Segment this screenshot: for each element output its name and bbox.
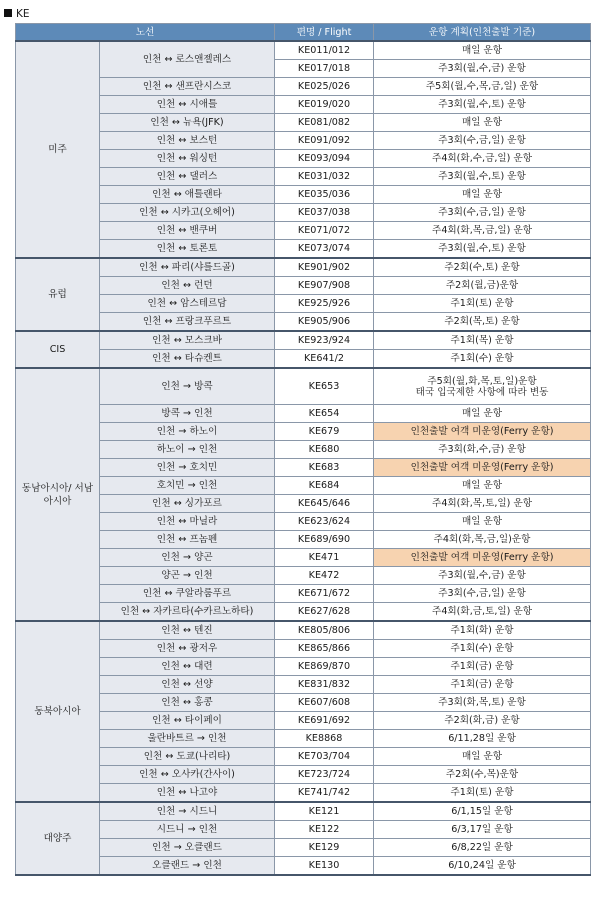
table-row — [16, 277, 591, 295]
table-row — [16, 495, 591, 513]
route-cell: 하노이 → 인천 — [100, 441, 275, 459]
flight-cell: KE011/012 — [275, 41, 374, 60]
plan-cell: 인천출발 여객 미운영(Ferry 운항) — [374, 549, 591, 567]
route-cell: 인천 ↔ 타슈켄트 — [100, 350, 275, 369]
flight-cell: KE093/094 — [275, 150, 374, 168]
plan-cell: 주5회(월,수,목,금,일) 운항 — [374, 78, 591, 96]
route-cell: 인천 ↔ 파리(샤를드골) — [100, 258, 275, 277]
plan-cell: 주3회(수,금,일) 운항 — [374, 585, 591, 603]
plan-cell: 주4회(화,목,금,일) 운항 — [374, 222, 591, 240]
route-cell: 시드니 → 인천 — [100, 821, 275, 839]
flight-cell: KE623/624 — [275, 513, 374, 531]
route-cell: 방콕 → 인천 — [100, 405, 275, 423]
flight-cell: KE905/906 — [275, 313, 374, 332]
plan-cell: 6/1,15일 운항 — [374, 802, 591, 821]
table-row — [16, 567, 591, 585]
flight-cell: KE121 — [275, 802, 374, 821]
table-row — [16, 350, 591, 369]
table-row — [16, 603, 591, 622]
plan-cell — [374, 368, 591, 405]
route-cell: 인천 ↔ 토론토 — [100, 240, 275, 259]
flight-cell: KE684 — [275, 477, 374, 495]
region-cell: 유럽 — [16, 258, 100, 331]
flight-cell: KE025/026 — [275, 78, 374, 96]
route-cell: 울란바트르 → 인천 — [100, 730, 275, 748]
route-cell: 인천 → 오클랜드 — [100, 839, 275, 857]
route-cell: 인천 → 시드니 — [100, 802, 275, 821]
region-cell: 대양주 — [16, 802, 100, 875]
flight-cell: KE645/646 — [275, 495, 374, 513]
table-row — [16, 168, 591, 186]
plan-cell: 주1회(화) 운항 — [374, 621, 591, 640]
flight-cell: KE703/704 — [275, 748, 374, 766]
flight-cell: KE741/742 — [275, 784, 374, 803]
flight-cell: KE683 — [275, 459, 374, 477]
route-cell: 인천 ↔ 애틀랜타 — [100, 186, 275, 204]
plan-cell: 매일 운항 — [374, 186, 591, 204]
table-row — [16, 222, 591, 240]
plan-cell: 주1회(금) 운항 — [374, 676, 591, 694]
route-cell: 인천 ↔ 프랑크푸르트 — [100, 313, 275, 332]
flight-cell: KE925/926 — [275, 295, 374, 313]
table-row — [16, 531, 591, 549]
table-row — [16, 459, 591, 477]
plan-cell: 주3회(화,수,금) 운항 — [374, 441, 591, 459]
plan-cell: 매일 운항 — [374, 748, 591, 766]
plan-cell: 주3회(월,수,토) 운항 — [374, 240, 591, 259]
section-title-text: KE — [16, 8, 30, 20]
table-row — [16, 839, 591, 857]
table-row — [16, 676, 591, 694]
table-row — [16, 295, 591, 313]
flight-cell: KE654 — [275, 405, 374, 423]
table-row — [16, 441, 591, 459]
table-row — [16, 658, 591, 676]
route-cell: 인천 ↔ 밴쿠버 — [100, 222, 275, 240]
flight-cell: KE865/866 — [275, 640, 374, 658]
route-cell: 인천 ↔ 선양 — [100, 676, 275, 694]
plan-cell: 주3회(화,목,토) 운항 — [374, 694, 591, 712]
route-cell: 인천 ↔ 시카고(오헤어) — [100, 204, 275, 222]
table-row — [16, 821, 591, 839]
table-row — [16, 132, 591, 150]
route-cell: 인천 ↔ 프놈펜 — [100, 531, 275, 549]
route-cell: 인천 ↔ 샌프란시스코 — [100, 78, 275, 96]
route-cell: 인천 → 호치민 — [100, 459, 275, 477]
flight-cell: KE071/072 — [275, 222, 374, 240]
flight-cell: KE122 — [275, 821, 374, 839]
section-title — [4, 6, 30, 22]
plan-cell: 주4회(화,목,금,일)운항 — [374, 531, 591, 549]
table-row — [16, 96, 591, 114]
flight-cell: KE035/036 — [275, 186, 374, 204]
plan-cell: 주2회(월,금)운항 — [374, 277, 591, 295]
route-cell: 인천 ↔ 시애틀 — [100, 96, 275, 114]
table-row — [16, 513, 591, 531]
route-cell: 인천 ↔ 광저우 — [100, 640, 275, 658]
plan-cell: 주1회(토) 운항 — [374, 295, 591, 313]
flight-cell: KE031/032 — [275, 168, 374, 186]
route-cell: 인천 ↔ 오사카(간사이) — [100, 766, 275, 784]
table-row — [16, 730, 591, 748]
plan-cell: 주4회(화,수,금,일) 운항 — [374, 150, 591, 168]
flight-cell: KE8868 — [275, 730, 374, 748]
flight-cell: KE907/908 — [275, 277, 374, 295]
table-row — [16, 368, 591, 405]
route-cell: 인천 ↔ 텐진 — [100, 621, 275, 640]
route-cell: 인천 ↔ 로스앤젤레스 — [100, 41, 275, 78]
route-cell: 인천 ↔ 워싱턴 — [100, 150, 275, 168]
flight-cell: KE037/038 — [275, 204, 374, 222]
plan-cell: 주2회(수,목)운항 — [374, 766, 591, 784]
plan-cell: 6/11,28일 운항 — [374, 730, 591, 748]
route-cell: 인천 ↔ 자카르타(수카르노하타) — [100, 603, 275, 622]
route-cell: 인천 ↔ 댈러스 — [100, 168, 275, 186]
flight-cell: KE805/806 — [275, 621, 374, 640]
flight-cell: KE679 — [275, 423, 374, 441]
flight-cell: KE607/608 — [275, 694, 374, 712]
table-row — [16, 585, 591, 603]
flight-cell: KE901/902 — [275, 258, 374, 277]
table-row — [16, 313, 591, 332]
region-cell: 미주 — [16, 41, 100, 258]
flight-cell: KE091/092 — [275, 132, 374, 150]
route-cell: 인천 ↔ 대련 — [100, 658, 275, 676]
plan-cell: 6/10,24일 운항 — [374, 857, 591, 876]
table-row — [16, 405, 591, 423]
table-row — [16, 423, 591, 441]
plan-cell: 매일 운항 — [374, 405, 591, 423]
route-cell: 인천 ↔ 홍콩 — [100, 694, 275, 712]
plan-cell: 주3회(수,금,일) 운항 — [374, 132, 591, 150]
flight-cell: KE923/924 — [275, 331, 374, 350]
region-cell: 동북아시아 — [16, 621, 100, 802]
route-cell: 인천 ↔ 타이페이 — [100, 712, 275, 730]
flight-cell: KE081/082 — [275, 114, 374, 132]
route-cell: 인천 → 방콕 — [100, 368, 275, 405]
header-plan: 운항 계획(인천출발 기준) — [374, 24, 591, 42]
flight-cell: KE129 — [275, 839, 374, 857]
table-row — [16, 477, 591, 495]
header-row — [16, 24, 591, 42]
plan-cell: 주2회(화,금) 운항 — [374, 712, 591, 730]
plan-cell: 주1회(수) 운항 — [374, 640, 591, 658]
route-cell: 호치민 → 인천 — [100, 477, 275, 495]
table-row — [16, 186, 591, 204]
square-bullet-icon — [4, 9, 12, 17]
table-row — [16, 621, 591, 640]
plan-note: 태국 입국제한 사항에 따라 변동 — [415, 386, 549, 398]
plan-cell: 주3회(월,수,금) 운항 — [374, 567, 591, 585]
plan-cell: 매일 운항 — [374, 477, 591, 495]
plan-cell: 주3회(수,금,일) 운항 — [374, 204, 591, 222]
route-cell: 인천 → 양곤 — [100, 549, 275, 567]
table-row — [16, 258, 591, 277]
plan-cell: 매일 운항 — [374, 513, 591, 531]
region-cell: 동남아시아/ 서남아시아 — [16, 368, 100, 621]
plan-cell: 인천출발 여객 미운영(Ferry 운항) — [374, 459, 591, 477]
plan-cell: 주1회(금) 운항 — [374, 658, 591, 676]
schedule-table — [15, 23, 591, 876]
flight-cell: KE641/2 — [275, 350, 374, 369]
flight-cell: KE471 — [275, 549, 374, 567]
flight-cell: KE680 — [275, 441, 374, 459]
flight-cell: KE653 — [275, 368, 374, 405]
route-cell: 양곤 → 인천 — [100, 567, 275, 585]
plan-cell: 주2회(목,토) 운항 — [374, 313, 591, 332]
route-cell: 인천 ↔ 보스턴 — [100, 132, 275, 150]
plan-cell: 매일 운항 — [374, 114, 591, 132]
route-cell: 인천 → 하노이 — [100, 423, 275, 441]
plan-cell: 주1회(목) 운항 — [374, 331, 591, 350]
flight-cell: KE130 — [275, 857, 374, 876]
route-cell: 인천 ↔ 마닐라 — [100, 513, 275, 531]
header-flight: 편명 / Flight — [275, 24, 374, 42]
table-row — [16, 748, 591, 766]
flight-cell: KE017/018 — [275, 60, 374, 78]
region-cell: CIS — [16, 331, 100, 368]
plan-cell: 주1회(토) 운항 — [374, 784, 591, 803]
table-row — [16, 640, 591, 658]
plan-cell: 주3회(월,수,토) 운항 — [374, 96, 591, 114]
flight-cell: KE723/724 — [275, 766, 374, 784]
plan-cell: 주3회(월,수,금) 운항 — [374, 60, 591, 78]
plan-cell: 주4회(화,목,토,일) 운항 — [374, 495, 591, 513]
flight-cell: KE472 — [275, 567, 374, 585]
route-cell: 인천 ↔ 싱가포르 — [100, 495, 275, 513]
plan-cell: 주2회(수,토) 운항 — [374, 258, 591, 277]
table-row — [16, 240, 591, 259]
flight-cell: KE019/020 — [275, 96, 374, 114]
table-row — [16, 41, 591, 60]
table-row — [16, 766, 591, 784]
route-cell: 인천 ↔ 나고야 — [100, 784, 275, 803]
table-row — [16, 784, 591, 803]
plan-cell: 매일 운항 — [374, 41, 591, 60]
table-row — [16, 857, 591, 876]
flight-cell: KE691/692 — [275, 712, 374, 730]
route-cell: 인천 ↔ 쿠알라룸푸르 — [100, 585, 275, 603]
flight-cell: KE073/074 — [275, 240, 374, 259]
plan-cell: 주1회(수) 운항 — [374, 350, 591, 369]
route-cell: 인천 ↔ 암스테르담 — [100, 295, 275, 313]
flight-cell: KE627/628 — [275, 603, 374, 622]
plan-cell: 주4회(화,금,토,일) 운항 — [374, 603, 591, 622]
table-row — [16, 331, 591, 350]
plan-cell: 인천출발 여객 미운영(Ferry 운항) — [374, 423, 591, 441]
table-row — [16, 549, 591, 567]
route-cell: 인천 ↔ 도쿄(나리타) — [100, 748, 275, 766]
route-cell: 인천 ↔ 모스크바 — [100, 331, 275, 350]
flight-cell: KE689/690 — [275, 531, 374, 549]
table-row — [16, 802, 591, 821]
table-row — [16, 78, 591, 96]
header-route: 노선 — [16, 24, 275, 42]
route-cell: 인천 ↔ 런던 — [100, 277, 275, 295]
flight-cell: KE671/672 — [275, 585, 374, 603]
flight-cell: KE869/870 — [275, 658, 374, 676]
flight-cell: KE831/832 — [275, 676, 374, 694]
route-cell: 인천 ↔ 뉴욕(JFK) — [100, 114, 275, 132]
plan-cell: 주3회(월,수,토) 운항 — [374, 168, 591, 186]
table-row — [16, 150, 591, 168]
table-row — [16, 114, 591, 132]
plan-cell: 6/8,22일 운항 — [374, 839, 591, 857]
schedule-body — [16, 41, 591, 875]
plan-cell: 6/3,17일 운항 — [374, 821, 591, 839]
plan-line: 주5회(월,화,목,토,일)운항 — [427, 375, 537, 387]
table-row — [16, 694, 591, 712]
route-cell: 오클랜드 → 인천 — [100, 857, 275, 876]
table-row — [16, 204, 591, 222]
table-row — [16, 712, 591, 730]
